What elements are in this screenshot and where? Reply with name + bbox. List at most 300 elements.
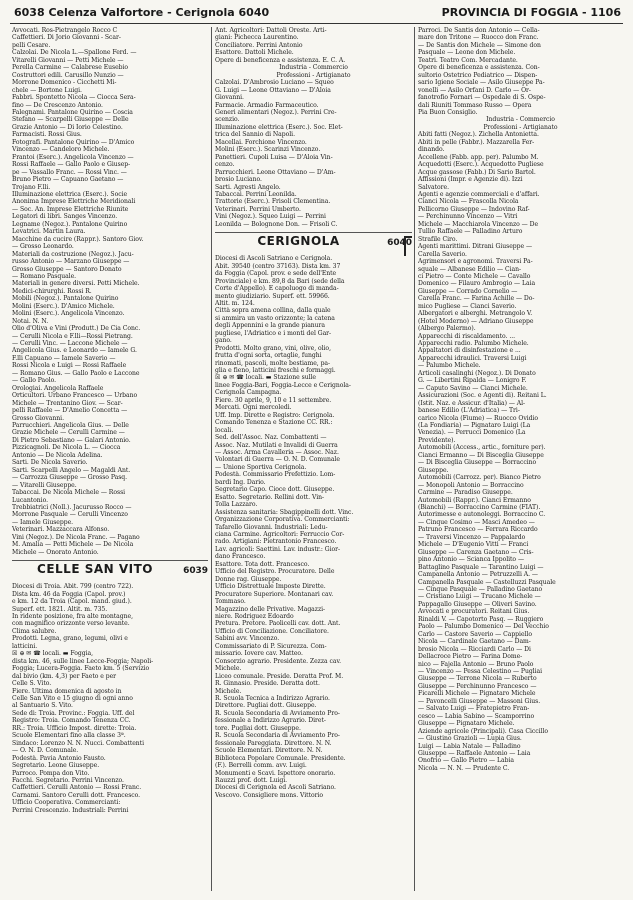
- section-rule: [12, 560, 208, 561]
- entry-line: Commissariato di P. Sicurezza. Com-: [215, 642, 327, 650]
- town-code: 6040: [387, 238, 412, 249]
- entry-line: Parrucchieri. Leone Ottaviano — D'Am-: [215, 168, 336, 176]
- entry-line: Pappagallo Giuseppe — Oliveri Savino.: [418, 600, 537, 608]
- entry-line: pugliese, l'Adriatico e i monti del Gar-: [215, 329, 332, 337]
- entry-line: scenzio.: [215, 116, 240, 124]
- entry-line: dano Francesco.: [215, 553, 266, 561]
- entry-line: Illuminazione elettrica (Eserc.). Socie: [12, 190, 128, 198]
- entry-line: Materiali da costruzione (Negoz.). Jacu-: [12, 250, 134, 258]
- entry-line: Comando Tenenza e Stazione CC. RR.:: [215, 419, 333, 427]
- entry-line: dinando.: [418, 146, 445, 154]
- entry-line: Teatri. Teatro Com. Mercadante.: [418, 56, 518, 64]
- entry-line: R. Scuola Secondaria di Avviamento Pro-: [215, 732, 340, 740]
- entry-line: G. — Libertini Ripalda — Lonigro F.: [418, 377, 527, 385]
- entry-line: al Santuario S. Vito.: [12, 702, 73, 710]
- entry-line: Illuminazione elettrica (Eserc.). Soc. Elet-: [215, 123, 343, 131]
- entry-line: — Vincenzo — Pessa Celestino — Pugliai: [418, 667, 543, 675]
- section-rule: [215, 232, 412, 233]
- entry-line: dista km. 46, sulle linee Lecce-Foggia; Napoli-: [12, 657, 154, 665]
- entry-line: R. Scuola Secondaria di Avviamento Pro-: [215, 709, 340, 717]
- sub-heading: Industria - Commercio: [486, 116, 555, 124]
- entry-line: Clima salubre.: [12, 627, 57, 635]
- cerignola-entries: [215, 255, 412, 799]
- entry-line: — Romano Pasquale.: [12, 272, 77, 280]
- entry-line: (Albergo Palermo).: [418, 325, 476, 333]
- entry-line: Rinaldi V. — Capotorto Pasq. — Ruggiero: [418, 615, 544, 623]
- entry-line: Facchi. Segretario. Perrini Vincenzo.: [12, 776, 124, 784]
- entry-line: Vini (Negoz.). De Nicola Franc. — Pagano: [12, 533, 140, 541]
- entry-line: Pasquale — Leone don Michele.: [418, 49, 516, 57]
- entry-line: Tullio Raffaele — Palladino Arturo: [418, 228, 523, 236]
- entry-line: Esatto. Segretario. Rellini dott. Vin-: [215, 493, 325, 501]
- entry-line: Consorzio agrario. Presidente. Zezza cav.: [215, 657, 342, 665]
- entry-line: cesco — Labia Sabino — Scamporrino: [418, 712, 535, 720]
- town-name: CERIGNOLA: [257, 234, 340, 249]
- entry-line: Rossi Nicola e Luigi — Rossi Raffaele: [12, 362, 127, 370]
- entry-line: Molini (Eserc.). Scarinzi Vincenzo.: [215, 146, 321, 154]
- entry-line: Pia Buon Consiglio.: [418, 108, 478, 116]
- town-name: CELLE SAN VITO: [37, 562, 153, 577]
- entry-line: Agrimensori e agronomi. Traversi Pa-: [418, 258, 533, 266]
- entry-line: gano.: [215, 337, 232, 345]
- entry-line: (Istit. Naz. e Assicur. d'Italia) — Al-: [418, 399, 526, 407]
- entry-line: brosio Nicola — Ricciardi Carlo — Di: [418, 645, 531, 653]
- entry-line: Esattore. Tota dott. Francesco.: [215, 560, 310, 568]
- entry-line: Grazie Antonio — Di Iorio Celestino.: [12, 123, 123, 131]
- page-header: [10, 5, 623, 24]
- entry-line: Agenti e agenzie commerciali e d'affari.: [418, 190, 540, 198]
- entry-line: Calzolai. De Nicola L.—Spallone Ferd. —: [12, 49, 137, 57]
- entry-line: Caffettieri. Di Jorio Giovanni - Scar-: [12, 34, 121, 42]
- entry-line: — Perchinunno Vincenzo — Vitri: [418, 213, 518, 221]
- entry-line: Avvocati. Ros-Pietrangelo Rocco C: [12, 27, 118, 34]
- entry-line: Tabaccai. Perrini Leonilda.: [215, 190, 297, 198]
- entry-line: Celle San Vito e 15 giugno di ogni anno: [12, 694, 133, 702]
- town-code: 6039: [183, 566, 208, 577]
- entry-line: — Pavoncelli Giuseppe — Massoni Gius.: [418, 697, 541, 705]
- entry-line: Ufficio Distrettuale Imposte Dirette.: [215, 583, 326, 591]
- entry-line: Strafile Ciro.: [418, 235, 458, 243]
- entry-line: Segretario Capo. Cioce dott. Giuseppe.: [215, 486, 335, 494]
- entry-line: Stefano — Scarpelli Giuseppe — Delle: [12, 116, 129, 124]
- entry-line: Giuseppe — Perchinunno Francesco —: [418, 682, 537, 690]
- entry-line: Vincenzo — Candeloro Michele.: [12, 146, 110, 154]
- entry-line: Angelicola Gius. e Leonardo — Iamele G.: [12, 347, 137, 355]
- entry-line: — Romano Gius. — Gallo Paolo e Laccone: [12, 369, 140, 377]
- entry-line: — De Santis don Michele — Simone don: [418, 41, 541, 49]
- entry-line: Parroci. De Santis don Antonio — Cella-: [418, 27, 540, 34]
- entry-line: (Hotel Moderno) — Adriano Giuseppe: [418, 317, 534, 325]
- entry-line: Acque gassose (Fabb.) Di Sario Bartol.: [418, 168, 536, 176]
- entry-line: banese Edilio (L'Adriatica) — Tri-: [418, 407, 520, 415]
- entry-line: Pizzicagnoli. De Nicola L. — Ciocca: [12, 444, 121, 452]
- entry-line: Abiti in pelle (Fabbr.). Mazzarella Fer-: [418, 138, 535, 146]
- entry-line: Nicola — N. N. — Prudente C.: [418, 764, 510, 772]
- entry-line: Campanella Pasquale — Castelluzzi Pasquale: [418, 578, 556, 586]
- entry-line: sultorio Ostetrico Pediatrico — Dispen-: [418, 71, 538, 79]
- entry-line: RR.: Troia. Ufficio Impost. dirette: Troia.: [12, 724, 137, 732]
- entry-line: Previdente).: [418, 436, 456, 444]
- entry-line: Giuseppe — Terrone Nicola — Ruberto: [418, 675, 537, 683]
- entry-line: pino Antonio — Scianca Ippolito —: [418, 556, 525, 564]
- cerignola-trades: [418, 131, 623, 772]
- entry-line: Uff. Imp. Dirette e Registro: Cerignola.: [215, 411, 335, 419]
- entry-line: Assistenza sanitaria: Sbagippinelli dott. Vinc.: [215, 508, 354, 516]
- entry-line: Abiti fatti (Negoz.). Zichella Antonietta.: [418, 131, 539, 139]
- entry-line: Cianci Nicola — Frascolla Nicola: [418, 198, 519, 206]
- entry-line: Corte d'Appello). È capoluogo di manda-: [215, 285, 339, 293]
- entry-line: Falegnami. Pantalone Quirino — Coscia: [12, 108, 133, 116]
- entry-line: Michele — D'Eugenio Vitti — Franci: [418, 541, 529, 549]
- entry-line: Carnami. Santoro Cerulli dott. Francesco.: [12, 791, 141, 799]
- entry-line: Sarti. Agresti Angelo.: [215, 183, 281, 191]
- entry-line: Farmacisti. Rossi Gius.: [12, 131, 82, 139]
- entry-line: Volontari di Guerra — O. N. D. Comunale: [215, 456, 341, 464]
- entry-line: mico Pugliese — Cianci Saverio.: [418, 302, 517, 310]
- entry-line: Fotografi. Pantalone Quirino — D'Amico: [12, 138, 135, 146]
- entry-line: Farmacie. Armadio Farmaceutico.: [215, 101, 319, 109]
- entry-line: Rauzzi prof. dott. Luigi.: [215, 776, 288, 784]
- entry-line: dal bivio (km. 4,3) per Faeto e per: [12, 672, 117, 680]
- entry-line: Vitarelli Giovanni — Petti Michele —: [12, 56, 124, 64]
- entry-line: mare don Tritone — Ruocco don Franc.: [418, 34, 539, 42]
- entry-line: Campanella Antonio — Petruzzelli A. —: [418, 571, 538, 579]
- entry-line: — Assoc. Arma Cavalleria — Assoc. Naz.: [215, 449, 339, 457]
- entry-line: Diocesi di Troia. Abit. 799 (centro 722).: [12, 583, 134, 591]
- entry-line: brosio Luciano.: [215, 176, 262, 184]
- entry-line: In ridente posizione, fra alte montagne,: [12, 612, 133, 620]
- entry-line: Materiali in genere diversi. Petti Michele.: [12, 280, 140, 288]
- entry-line: niere. Rodriguez Edoardo: [215, 612, 294, 620]
- entry-line: Fabbri. Spontetto Nicola — Ciocca Sera-: [12, 94, 136, 102]
- header-right: PROVINCIA DI FOGGIA - 1106: [441, 6, 621, 19]
- entry-line: Diocesi di Ascoli Satriano e Cerignola.: [215, 255, 333, 263]
- entry-line: Perella Carmine — Calabrese Eusebio: [12, 64, 129, 72]
- entry-line: Mobili (Negoz.). Pantalone Quirino: [12, 295, 119, 303]
- entry-line: Donne rag. Giuseppe.: [215, 575, 282, 583]
- entry-line: tore. Pugliai dott. Giuseppe.: [215, 724, 301, 732]
- entry-line: Fiere. 30 aprile, 9, 10 e 11 settembre.: [215, 396, 332, 404]
- sub-heading: Professioni - Artigianato: [276, 71, 351, 79]
- entry-line: Liceo comunale. Preside. Deratta Prof. M.: [215, 672, 344, 680]
- entry-line: fino — De Crescenzo Antonio.: [12, 101, 103, 109]
- entry-line: — Soc. An. Imprese Elettriche Riunite: [12, 205, 129, 213]
- entry-line: vonelli — Asilo Orfani D. Carlo — Or-: [418, 86, 531, 94]
- entry-line: G. Luigi — Leone Ottaviano — D'Aloia: [215, 86, 331, 94]
- entry-line: Diocesi di Cerignola ed Ascoli Satriano.: [215, 784, 336, 792]
- entry-line: Prodotti. Legna, grano, legumi, olivi e: [12, 635, 128, 643]
- entry-line: Opere di beneficenza e assistenza. E. C. A.: [215, 56, 346, 64]
- corner-mark-icon: [404, 236, 412, 256]
- entry-line: Luigi — Labia Natale — Palladino: [418, 742, 521, 750]
- entry-line: Città sopra amena collina, dalla quale: [215, 307, 331, 315]
- entry-line: Organizzazione Corporativa. Commercianti:: [215, 516, 350, 524]
- entry-line: Patruno Francesco — Ferrara Riccardo: [418, 526, 538, 534]
- entry-line: si ammira un vasto orizzonte; la catena: [215, 314, 335, 322]
- entry-line: Trebbiatrici (Noll.). Jacurusso Rocco —: [12, 504, 132, 511]
- entry-line: fessionale a Indirizzo Agrario. Diret-: [215, 717, 326, 725]
- entry-line: Scuole Elementari fino alla classe 3ª.: [12, 732, 126, 740]
- entry-line: rinomati, pascoli, molte bestiame, pa-: [215, 359, 331, 367]
- entry-line: Articoli casalinghi (Negoz.). Di Donato: [418, 369, 536, 377]
- entry-line: Tommaso.: [215, 598, 246, 606]
- entry-line: mento giudiziario. Superf. ett. 59966.: [215, 292, 330, 300]
- entry-line: Podestà. Commissario Prefettizio. Lom-: [215, 471, 336, 479]
- entry-line: Lav. agricoli: Saettini. Lav. industr.: Gior-: [215, 545, 341, 553]
- entry-line: Giuseppe.: [418, 466, 449, 474]
- entry-line: Legatori di libri. Sanges Vincenzo.: [12, 213, 118, 221]
- entry-line: Battaglino Pasquale — Tarantino Luigi —: [418, 563, 544, 571]
- entry-line: Panettieri. Cupoli Luisa — D'Aloia Vin-: [215, 153, 333, 161]
- entry-line: ciana Carmine. Agricoltori: Ferruccio Cor-: [215, 531, 345, 538]
- entry-line: Molini (Eserc.). D'Amico Michele.: [12, 302, 115, 310]
- town-heading-celle-san-vito: [12, 564, 208, 581]
- entry-line: Cerignola Campagna.: [215, 389, 282, 397]
- entry-line: frutta d'ogni sorta, ortaglie, funghi: [215, 352, 322, 360]
- entry-line: Cianci Ermanno — Di Bisceglia Giuseppe: [418, 451, 544, 459]
- entry-line: Magazzino delle Privative. Magazzi-: [215, 605, 326, 613]
- entry-line: Sarti. De Nicola Saverio.: [12, 459, 88, 467]
- entry-line: — O. N. D. Comunale.: [12, 747, 79, 755]
- entry-line: pelli Raffaele — D'Amelio Concetta —: [12, 407, 128, 415]
- entry-line: Perrini Crescenzio. Industriali: Perrini: [12, 806, 129, 814]
- entry-line: Levatrici. Martin Laura.: [12, 228, 86, 236]
- entry-line: Albergatori e alberghi. Metrangolo V.: [418, 310, 533, 318]
- entry-line: Veterinari. Perrini Umberto.: [215, 205, 301, 213]
- cerignola-entries-cont: [418, 27, 623, 116]
- entry-line: Trattorie (Eserc.). Frisoli Clementina.: [215, 198, 331, 206]
- entry-line: Opere di beneficenza e assistenza. Con-: [418, 64, 540, 72]
- entry-line: linee Foggia-Bari, Foggia-Lecce e Cerignola-: [215, 381, 351, 389]
- entry-line: Carlo — Castore Saverio — Cappiello: [418, 630, 532, 638]
- entry-line: Sede di: Troia. Provinc.: Foggia. Uff. del: [12, 709, 135, 717]
- entry-line: Generi alimentari (Negoz.). Perrini Cre-: [215, 108, 337, 116]
- entry-line: (Bianchi) — Borraccino Carmine (FIAT).: [418, 504, 541, 511]
- entry-line: — Traversi Vincenzo — Pappalardo: [418, 533, 526, 541]
- entry-line: Assicurazioni (Soc. e Agenti di). Reitani L.: [418, 392, 547, 400]
- entry-line: Bruno Pietro — Capuano Gaetano —: [12, 176, 124, 184]
- entry-line: — Gallo Paolo.: [12, 377, 57, 385]
- entry-line: Notai. N. N.: [12, 317, 49, 325]
- entry-line: Salvatore.: [418, 183, 450, 191]
- entry-line: pe — Vassallo Franc. — Rossi Vinc. —: [12, 168, 127, 176]
- entry-line: bardi Ing. Dario.: [215, 478, 266, 486]
- entry-line: Affissioni (Impr. e Agenzie di). Izzi: [418, 176, 523, 184]
- entry-line: chele — Bortone Luigi.: [12, 86, 82, 94]
- entry-line: — Carrozza Giuseppe — Grosso Pasq.: [12, 474, 128, 482]
- entry-line: Di Pietro Sebastiano — Galari Antonio.: [12, 436, 131, 444]
- entry-line: Orticultori. Urbano Francesco — Urbano: [12, 392, 138, 400]
- entry-line: con magnifico orizzonte verso levante.: [12, 620, 130, 628]
- entry-line: nico — Fajella Antonio — Bruno Paolo: [418, 660, 534, 668]
- entry-line: — Cerulli Vinc. — Laccone Michele —: [12, 340, 128, 348]
- column-left: [12, 27, 208, 895]
- entry-line: Michele.: [215, 687, 242, 695]
- entry-line: Carella Saverio.: [418, 250, 467, 258]
- entry-line: (La Fondiaria) — Pignataro Luigi (La: [418, 422, 531, 430]
- entry-line: Veterinari. Mazzaccara Alfonso.: [12, 526, 110, 534]
- entry-line: Assoc. Naz. Mutilati e Invalidi di Guerra: [215, 441, 338, 449]
- entry-line: missario. Iovere cav. Matteo.: [215, 650, 303, 658]
- entry-line: Paolo — Palumbo Domenico — Del Vecchio: [418, 623, 549, 631]
- entry-line: Olio d'Oliva e Vini (Produtt.) De Cia Conc.: [12, 325, 141, 333]
- entry-line: Ant. Agricoltori: Dattoli Oreste. Arti-: [215, 27, 327, 34]
- entry-line: da Foggia (Capol. prov. e sede dell'Ente: [215, 270, 337, 278]
- entry-line: Calzolai. D'Ambrosio Luciano — Squeo: [215, 79, 334, 87]
- entry-line: Monumenti e Scavi. Ispettore onorario.: [215, 769, 336, 777]
- entry-line: ☒ ⊕ ✉ ☎ locali. ▬ Stazione sulle: [215, 374, 316, 382]
- entry-line: Automobili (Rappr.). Cianci Ermanno: [418, 496, 531, 504]
- entry-line: Aziende agricole (Principali). Casa Ciccillo: [418, 727, 548, 735]
- entry-line: (F.). Berrelli comm. avv. Luigi.: [215, 762, 307, 770]
- entry-line: Sarti. Scarpelli Angelo — Magaldi Ant.: [12, 466, 131, 474]
- entry-line: fanotrofio Fornari — Ospedale di S. Ospe-: [418, 94, 546, 102]
- entry-line: Registro: Troia. Comando Tenenza CC.: [12, 717, 131, 725]
- entry-line: cenzo.: [215, 161, 235, 169]
- header-left: 6038 Celenza Valfortore - Cerignola 6040: [14, 6, 270, 19]
- entry-line: dali Riuniti Tommaso Russo — Opera: [418, 101, 532, 109]
- entry-line: Morrone Domenico - Cicchetti Mi-: [12, 79, 117, 87]
- entry-line: — Monopoli Antonio — Borraccino: [418, 481, 524, 489]
- entry-line: Michele — Trentanino Giov. — Scar-: [12, 399, 123, 407]
- entry-line: Tafarello Giovanni. Industriali: Ledu-: [215, 523, 328, 531]
- entry-line: — Di Bisceglia Giuseppe — Borraccino: [418, 459, 537, 467]
- entry-line: Giuseppe — Corrado Cornelio —: [418, 287, 518, 295]
- entry-line: Giovanni.: [215, 94, 244, 102]
- entry-line: Scuole Elementari. Direttore. N. N.: [215, 747, 323, 755]
- entry-line: giani: Pichecca Laurentino.: [215, 34, 299, 42]
- entry-line: Foggia; Lucera-Foggia. Faeto km. 5 (Servizio: [12, 665, 150, 673]
- entry-line: Caffettieri. Cerulli Antonio — Rossi Franc.: [12, 784, 142, 792]
- celle-san-vito-entries: [12, 583, 208, 814]
- entry-line: Medici-chirurghi. Rossi R.: [12, 287, 92, 295]
- entry-line: sario Igiene Sociale — Asilo Giuseppe Pa-: [418, 79, 545, 87]
- entry-line: — Cinque Pasquale — Palladino Gaetano: [418, 585, 543, 593]
- entry-line: Leonilda — Bolognone Don. — Frisoli C.: [215, 220, 338, 228]
- town-heading-cerignola: [215, 236, 412, 253]
- entry-line: Ufficio Cooperativa. Commercianti:: [12, 799, 121, 807]
- entry-line: Esattore. Dattoli Michele.: [215, 49, 294, 57]
- entry-line: Sed. dell'Assoc. Naz. Combattenti —: [215, 434, 327, 442]
- entry-line: pelli Cesare.: [12, 41, 51, 49]
- entry-line: Sindaco: Lorenzo N. N. Nucci. Combattenti: [12, 739, 144, 747]
- entry-line: Autorimesse e autonoleggi. Borraccino C.: [418, 511, 546, 519]
- entry-line: Avvocati e procuratori. Reitani Gius.: [418, 608, 530, 616]
- entry-line: Podestà. Pavia Antonio Fausto.: [12, 754, 106, 762]
- entry-line: Ufficio di Conciliazione. Conciliatore.: [215, 627, 329, 635]
- entry-line: Appaltatori di disinfestazione e ...: [418, 347, 521, 355]
- entry-line: Michele — Onorato Antonio.: [12, 548, 99, 556]
- entry-line: Antonio — De Nicola Adelina.: [12, 451, 103, 459]
- entry-line: — Palumbo Michele.: [418, 362, 481, 370]
- entry-line: Grosso Giovanni.: [12, 414, 64, 422]
- entry-line: Tolla Lazzaro.: [215, 501, 258, 509]
- entry-line: Acquedotti (Eserc.). Acquedotto Pugliese: [418, 161, 544, 169]
- entry-line: Molini (Eserc.). Angelicola Vincenzo.: [12, 310, 125, 318]
- entry-line: Ufficio del Registro. Procuratore. Delle: [215, 568, 335, 576]
- entry-line: rado. Artigiani: Pietrantonio Francesco.: [215, 538, 337, 546]
- entry-line: Biblioteca Popolare Comunale. Presidente.: [215, 754, 346, 762]
- entry-line: Trojano F.lli.: [12, 183, 51, 191]
- entry-line: — Cinque Cosimo — Masci Amedeo —: [418, 518, 535, 526]
- entry-line: Accellene (Fabb. app. per). Palumbo M.: [418, 153, 539, 161]
- entry-line: — Giustino Grazioli — Lupia Gius.: [418, 735, 522, 743]
- entry-line: F.lli Capuano — Iamele Saverio —: [12, 354, 116, 362]
- entry-line: Michele — Macchiarola Vincenzo — De: [418, 220, 539, 228]
- entry-line: russo Antonio — Marzano Giuseppe —: [12, 258, 130, 266]
- entry-line: Giuseppe — Pignataro Michele.: [418, 720, 515, 728]
- entry-line: Grazie Michele — Cerulli Carmine —: [12, 429, 125, 437]
- entry-line: Grosso Giuseppe — Santoro Donato: [12, 265, 122, 273]
- entry-line: Fiere. Ultima domenica di agosto in: [12, 687, 122, 695]
- entry-line: squale — Albanese Edilio — Cian-: [418, 265, 521, 273]
- entry-line: Carella Franc. — Farina Achille — Do-: [418, 295, 535, 303]
- entry-line: Giuseppe — Carenza Gaetano — Cris-: [418, 548, 534, 556]
- entry-line: Apparecchi di riscaldamento. ...: [418, 332, 516, 340]
- entry-line: M. Amalia — Petti Michele — De Nicola: [12, 541, 134, 549]
- entry-line: fessionale Pareggiata. Direttore. N. N.: [215, 739, 332, 747]
- entry-line: Domenico — Filauro Ambrogio — Laia: [418, 280, 536, 288]
- entry-line: Parroco. Pompa don Vito.: [12, 769, 90, 777]
- entry-line: trica del Sannio di Napoli.: [215, 131, 295, 139]
- column-divider: [211, 27, 212, 891]
- entry-line: Dista km. 46 da Foggia (Capol. prov.): [12, 590, 126, 598]
- entry-line: ci Pietro — Conte Michele — Cavallo: [418, 272, 531, 280]
- entry-line: R. Scuola Tecnica a Indirizzo Agrario.: [215, 694, 330, 702]
- entry-line: Onofrio — Gallo Pietro — Labia: [418, 757, 514, 765]
- entry-line: Sabini avv. Vincenzo.: [215, 635, 280, 643]
- entry-line: — Cristiano Luigi — Trucano Michele —: [418, 593, 541, 601]
- entry-line: degli Appennini e la grande pianura: [215, 322, 326, 330]
- entry-line: Michele.: [215, 665, 242, 673]
- entry-line: Provinciale) e km. 89,8 da Bari (sede della: [215, 277, 345, 285]
- entry-line: carico Nicola (Fiume) — Ruocco Ovidio: [418, 414, 539, 422]
- entry-line: — Grosso Leonardo.: [12, 243, 74, 251]
- entry-line: Frantoi (Eserc.). Angelicola Vincenzo —: [12, 153, 134, 161]
- entry-line: Dellacroce Pietro — Farina Dome-: [418, 653, 523, 661]
- entry-line: Superf. ett. 1821. Altit. m. 735.: [12, 605, 108, 613]
- celenza-entries: [12, 27, 208, 556]
- entry-line: Prodotti. Molto grano, vini, olive, olio,: [215, 344, 331, 352]
- column-divider: [414, 27, 415, 891]
- entry-line: glia e fieno, latticini freschi e formaggi.: [215, 367, 336, 375]
- entry-line: Automobili (Carrozz. per). Bianco Pietro: [418, 474, 541, 482]
- entry-line: Giuseppe — Raffaele Antonio — Laia: [418, 749, 531, 757]
- entry-line: Venezia). — Perrucci Domenico (La: [418, 429, 526, 437]
- entry-line: Rossi Raffaele — Gallo Paolo e Giusep-: [12, 161, 131, 169]
- celle-san-vito-entries-cont: [215, 27, 412, 64]
- entry-line: — Salvato Luigi — Fratepietro Fran-: [418, 705, 530, 713]
- sub-heading: Industria - Commercio: [279, 64, 348, 72]
- entry-line: Macchine da cucire (Rappr.). Santoro Giov.: [12, 235, 144, 243]
- celle-san-vito-trades: [215, 79, 412, 228]
- entry-line: Altit. m. 124.: [215, 299, 255, 307]
- entry-line: Parrucchieri. Angelicola Gius. — Delle: [12, 422, 129, 430]
- entry-line: latticini.: [12, 642, 38, 650]
- entry-line: — Iamele Giuseppe.: [12, 518, 74, 526]
- entry-line: Orologiai. Angelicola Raffaele: [12, 384, 104, 392]
- entry-line: Segretario. Leone Giuseppe.: [12, 762, 100, 770]
- entry-line: Carmine — Paradiso Giuseppe.: [418, 489, 513, 497]
- entry-line: Vini (Negoz.). Squeo Luigi — Perrini: [215, 213, 326, 221]
- entry-line: Anonima Imprese Elettriche Meridionali: [12, 198, 136, 206]
- entry-line: Nicola — Cardinale Gaetano — Dam-: [418, 638, 531, 646]
- entry-line: Abit. 39540 (centro 37163). Dista km. 37: [215, 262, 341, 270]
- entry-line: Celle S. Vito.: [12, 680, 52, 688]
- column-middle: [215, 27, 412, 895]
- entry-line: ☒ ⊕ ✉ ☎ locali. ▬ Foggia,: [12, 650, 94, 658]
- entry-line: Conciliatore. Perrini Antonio: [215, 41, 303, 49]
